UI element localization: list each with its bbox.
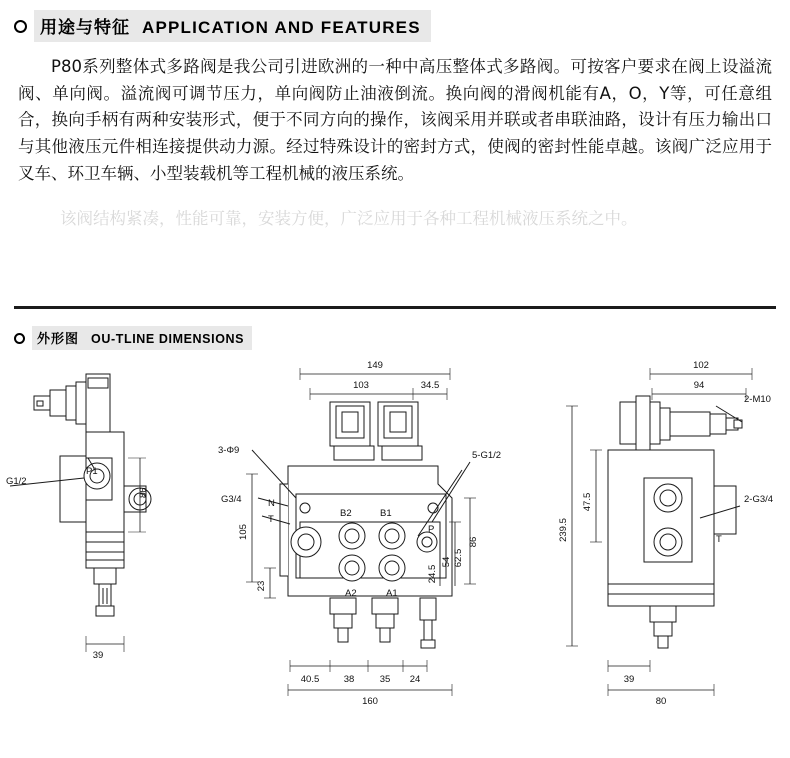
horizontal-divider <box>14 306 776 309</box>
section-title-cn: 用途与特征 <box>40 18 130 37</box>
label-102: 102 <box>693 360 709 371</box>
label-3-phi9: 3-Φ9 <box>218 445 240 456</box>
outline-title-en: OU-TLINE DIMENSIONS <box>91 332 245 346</box>
label-35: 35 <box>379 674 391 685</box>
section-title-band <box>34 10 431 42</box>
label-n: N <box>268 498 275 509</box>
section-title-en: APPLICATION AND FEATURES <box>142 18 421 37</box>
label-24-5: 24.5 <box>427 564 438 584</box>
label-g12: G1/2 <box>6 476 27 487</box>
label-105: 105 <box>238 524 249 540</box>
label-54: 54 <box>441 556 452 568</box>
label-right-39: 39 <box>623 674 635 685</box>
label-left-39: 39 <box>92 650 104 661</box>
label-5-g12: 5-G1/2 <box>472 450 502 461</box>
label-160: 160 <box>362 696 378 707</box>
label-62-5: 62.5 <box>453 548 464 568</box>
background-ghost-text: 该阀结构紧凑，性能可靠，安装方便，广泛应用于各种工程机械液压系统之中。 <box>60 209 638 228</box>
label-40-5: 40.5 <box>300 674 320 685</box>
section-header-application <box>14 10 790 42</box>
label-34-5: 34.5 <box>420 380 440 391</box>
label-left-86: 86 <box>138 487 149 498</box>
label-a2: A2 <box>345 588 357 599</box>
bullet-circle-icon <box>14 20 27 33</box>
outline-dimension-drawing <box>0 346 790 758</box>
label-b1: B1 <box>380 508 392 519</box>
label-front-86: 86 <box>468 536 479 548</box>
label-103: 103 <box>353 380 369 391</box>
label-239-5: 239.5 <box>558 518 569 542</box>
application-body-text: P80系列整体式多路阀是我公司引进欧洲的一种中高压整体式多路阀。可按客户要求在阀上设溢流阀、单向阀。溢流阀可调节压力，单向阀防止油液倒流。换向阀的滑阀机能有A，O，Y等，可任意组合，换向手柄有两种安装形式，便于不同方向的操作，该阀采用并联或者串联油路，设计有压力输出口与其他液压元件相连接提供动力源。经过特殊设计的密封方式，使阀的密封性能卓越。该阀广泛应用于叉车、环卫车辆、小型装载机等工程机械的液压系统。 <box>18 57 772 183</box>
bullet-circle-icon <box>14 333 25 344</box>
label-a1: A1 <box>386 588 398 599</box>
label-t-right: T <box>716 534 722 545</box>
label-80: 80 <box>655 696 667 707</box>
outline-title-cn: 外形图 <box>37 331 80 346</box>
label-2-m10: 2-M10 <box>744 394 771 405</box>
label-23: 23 <box>256 580 267 592</box>
label-47-5: 47.5 <box>582 492 593 512</box>
label-g34-front: G3/4 <box>221 494 242 505</box>
label-24: 24 <box>409 674 421 685</box>
label-149: 149 <box>367 360 383 371</box>
label-94: 94 <box>693 380 705 391</box>
label-t-front: T <box>268 514 274 525</box>
label-p1: P1 <box>86 466 98 477</box>
label-38: 38 <box>343 674 355 685</box>
label-2-g34: 2-G3/4 <box>744 494 774 505</box>
label-b2: B2 <box>340 508 352 519</box>
label-p: P <box>428 524 435 535</box>
